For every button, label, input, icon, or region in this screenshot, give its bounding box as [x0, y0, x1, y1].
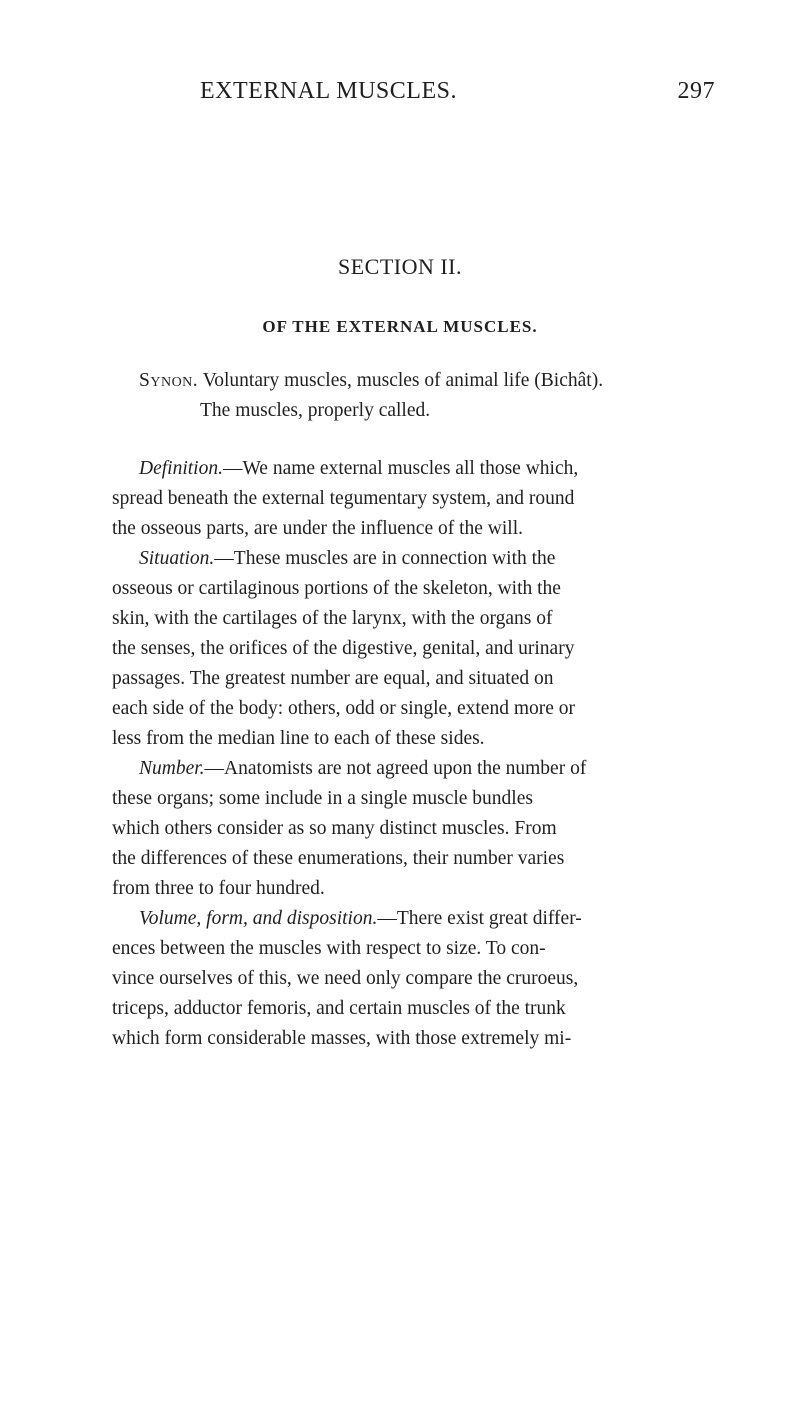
number-line-5: from three to four hundred.: [112, 878, 325, 899]
running-head-title: EXTERNAL MUSCLES.: [200, 78, 457, 104]
volume-line-2: ences between the muscles with respect to size. To con-: [112, 938, 546, 959]
section-heading: SECTION II.: [337, 254, 463, 279]
synon-label: Synon.: [139, 370, 199, 391]
synon-line-2: The muscles, properly called.: [200, 400, 431, 421]
definition-text-1: —We name external muscles all those which,: [222, 458, 579, 479]
number-line-3: which others consider as so many distinct muscles. From: [112, 818, 557, 839]
number-line-2: these organs; some include in a single muscle bundles: [112, 788, 533, 809]
situation-line-6: each side of the body: others, odd or single, extend more or: [112, 698, 576, 719]
number-label: Number.: [139, 758, 205, 779]
chapter-heading: OF THE EXTERNAL MUSCLES.: [262, 317, 538, 336]
definition-line-3: the osseous parts, are under the influence of the will.: [112, 518, 523, 539]
situation-line-2: osseous or cartilaginous portions of the skeleton, with the: [112, 578, 561, 599]
number-line-4: the differences of these enumerations, their number varies: [112, 848, 565, 869]
definition-label: Definition.: [139, 458, 223, 479]
volume-line-1: [139, 906, 582, 932]
situation-line-3: skin, with the cartilages of the larynx, with the organs of: [112, 608, 553, 629]
definition-line-1: [139, 456, 578, 482]
situation-text-1: —These muscles are in connection with the: [214, 548, 556, 569]
volume-line-3: vince ourselves of this, we need only compare the cruroeus,: [112, 968, 579, 989]
volume-line-5: which form considerable masses, with those extremely mi-: [112, 1028, 572, 1049]
volume-line-4: triceps, adductor femoris, and certain muscles of the trunk: [112, 998, 566, 1019]
situation-line-4: the senses, the orifices of the digestive, genital, and urinary: [112, 638, 575, 659]
volume-text-1: —There exist great differ-: [377, 908, 582, 929]
synon-text-1: Voluntary muscles, muscles of animal life (Bichât).: [198, 370, 604, 391]
situation-label: Situation.: [139, 548, 215, 569]
number-text-1: —Anatomists are not agreed upon the number of: [204, 758, 587, 779]
page-number: 297: [677, 78, 715, 104]
synon-line-1: [139, 368, 603, 394]
volume-label: Volume, form, and disposition.: [139, 908, 378, 929]
situation-line-1: [139, 546, 555, 572]
situation-line-7: less from the median line to each of these sides.: [112, 728, 485, 749]
situation-line-5: passages. The greatest number are equal, and situated on: [112, 668, 554, 689]
definition-line-2: spread beneath the external tegumentary system, and round: [112, 488, 575, 509]
number-line-1: [139, 756, 586, 782]
